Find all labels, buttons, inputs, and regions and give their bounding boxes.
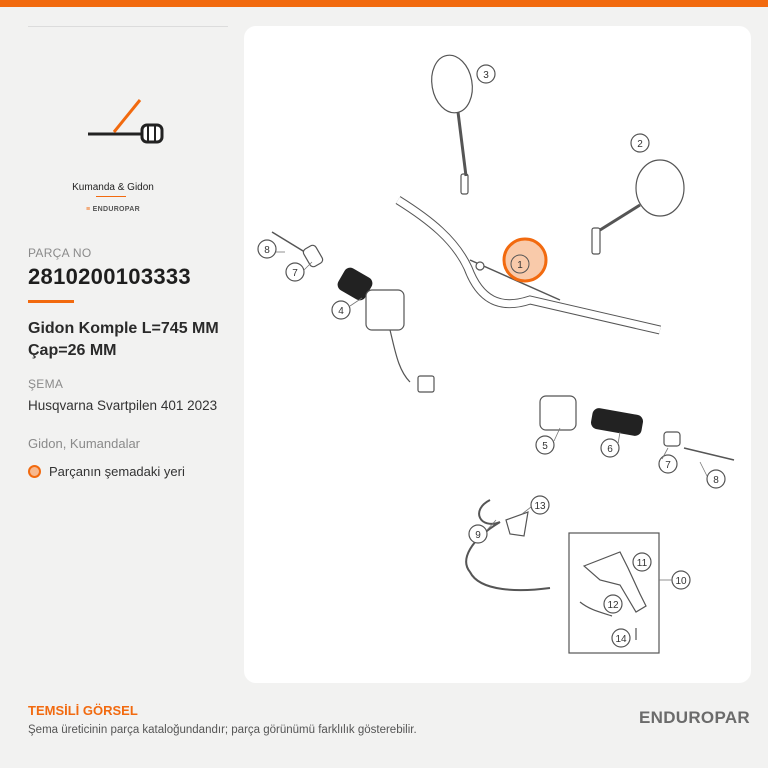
category-title: Kumanda & Gidon — [72, 182, 154, 193]
callout-12-label: 12 — [607, 600, 619, 611]
highlight-marker-icon — [28, 465, 41, 478]
legend-text: Parçanın şemadaki yeri — [49, 464, 185, 479]
callout-14-label: 14 — [615, 634, 627, 645]
callout-7-label: 7 — [292, 268, 298, 279]
parts-diagram — [244, 26, 751, 683]
callout-11-label: 11 — [636, 558, 648, 569]
callout-9-label: 9 — [475, 530, 481, 541]
schema-model: Husqvarna Svartpilen 401 2023 — [28, 398, 218, 413]
callout-7b-label: 7 — [665, 460, 671, 471]
part-name: Gidon Komple L=745 MM Çap=26 MM — [28, 320, 219, 359]
footer-brand: ENDUROPAR — [638, 708, 750, 727]
part-number: 2810200103333 — [28, 264, 191, 289]
brand-logo-small — [28, 206, 198, 213]
category-underline — [96, 196, 126, 197]
sidebar — [28, 24, 228, 27]
brand-mark-icon: ≡ — [86, 206, 91, 213]
callout-8-label: 8 — [264, 245, 270, 256]
callout-highlight-1[interactable] — [504, 239, 546, 281]
left-switch-assembly — [272, 232, 434, 392]
callout-2-label: 2 — [637, 139, 643, 150]
callout-6-label: 6 — [607, 444, 613, 455]
legend — [28, 464, 185, 479]
callout-8b-label: 8 — [713, 475, 719, 486]
top-accent-bar — [0, 0, 768, 7]
right-mirror — [592, 160, 684, 254]
callout-13-label: 13 — [534, 501, 546, 512]
diagram-panel — [244, 26, 751, 683]
schema-label: ŞEMA — [28, 377, 64, 391]
callout-5-label: 5 — [542, 441, 548, 452]
callout-1-label: 1 — [517, 260, 523, 271]
schema-categories: Gidon, Kumandalar — [28, 436, 141, 451]
callout-10-label: 10 — [675, 576, 687, 587]
left-mirror — [427, 52, 476, 194]
callout-3-label: 3 — [483, 70, 489, 81]
callout-4-label: 4 — [338, 306, 344, 317]
brand-small-name: ENDUROPAR — [92, 206, 140, 213]
sidebar-divider — [28, 26, 228, 27]
representative-image-note: Şema üreticinin parça kataloğundandır; parça görünümü farklılık gösterebilir. — [28, 724, 417, 736]
right-switch-assembly — [540, 396, 734, 460]
representative-image-title: TEMSİLİ GÖRSEL — [28, 703, 138, 718]
part-number-underline — [28, 300, 74, 303]
handlebar-lever-icon — [56, 74, 176, 154]
part-number-label: PARÇA NO — [28, 246, 92, 260]
